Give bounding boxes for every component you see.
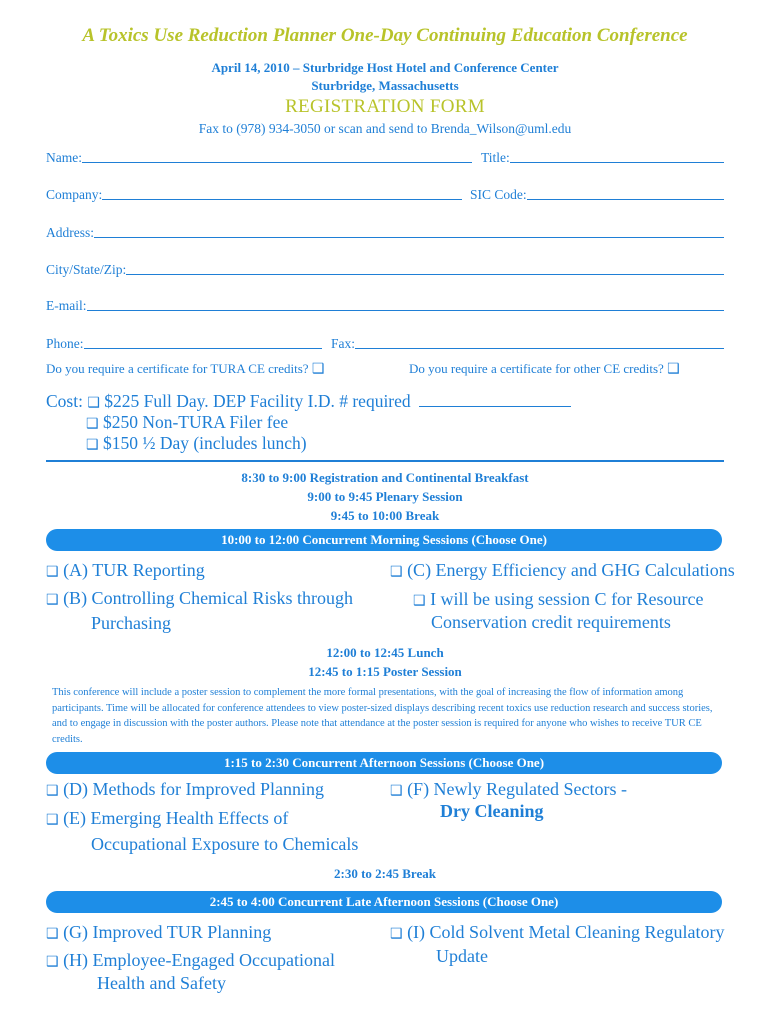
- session-c-credit-checkbox[interactable]: ❑: [413, 594, 426, 609]
- cost-half-day-label: $150 ½ Day (includes lunch): [102, 433, 307, 453]
- company-line: [102, 198, 462, 200]
- name-label: Name:: [46, 150, 82, 165]
- phone-label: Phone:: [46, 336, 84, 351]
- cost-full-day-checkbox[interactable]: ❑: [87, 396, 100, 411]
- city-state-zip-field[interactable]: [46, 262, 724, 278]
- cost-non-tura-checkbox[interactable]: ❑: [86, 417, 99, 432]
- session-h-option[interactable]: [46, 950, 335, 971]
- cost-half-day-checkbox[interactable]: ❑: [86, 438, 99, 453]
- fax-line: [355, 347, 724, 349]
- city-line: Sturbridge, Massachusetts: [311, 78, 459, 93]
- session-c-option[interactable]: [390, 560, 735, 581]
- conference-title: A Toxics Use Reduction Planner One-Day Continuing Education Conference: [82, 25, 688, 46]
- session-i-label: (I) Cold Solvent Metal Cleaning Regulatory: [407, 922, 725, 942]
- title-label: Title:: [481, 150, 510, 165]
- session-b-option[interactable]: [46, 588, 353, 609]
- name-line: [82, 161, 472, 163]
- session-e-label: (E) Emerging Health Effects of: [63, 808, 289, 828]
- fax-instructions: Fax to (978) 934-3050 or scan and send to Brenda_Wilson@uml.edu: [198, 121, 572, 136]
- session-h-label: (H) Employee-Engaged Occupational: [63, 950, 335, 970]
- session-g-option[interactable]: [46, 922, 271, 943]
- email-line: [87, 309, 725, 311]
- company-label: Company:: [46, 187, 103, 202]
- session-h-label-cont: Health and Safety: [97, 973, 226, 993]
- session-f-checkbox[interactable]: ❑: [390, 784, 403, 799]
- tura-ce-question: [46, 361, 324, 378]
- name-field[interactable]: [46, 150, 472, 166]
- session-e-option[interactable]: [46, 808, 288, 829]
- company-field[interactable]: [46, 187, 462, 203]
- schedule-plenary: 9:00 to 9:45 Plenary Session: [307, 489, 463, 504]
- afternoon-sessions-bar: 1:15 to 2:30 Concurrent Afternoon Sessions (Choose One): [46, 752, 722, 774]
- tura-ce-checkbox[interactable]: ❑: [311, 362, 325, 377]
- schedule-break: 9:45 to 10:00 Break: [330, 508, 440, 523]
- session-d-checkbox[interactable]: ❑: [46, 784, 59, 799]
- cost-non-tura: [86, 412, 288, 433]
- facility-id-line[interactable]: [419, 406, 571, 407]
- email-label: E-mail:: [46, 298, 87, 313]
- sic-code-field[interactable]: [470, 187, 724, 203]
- session-c-label: (C) Energy Efficiency and GHG Calculations: [407, 560, 735, 580]
- session-g-checkbox[interactable]: ❑: [46, 927, 59, 942]
- city-state-zip-line: [126, 273, 724, 275]
- session-a-label: (A) TUR Reporting: [63, 560, 205, 580]
- session-g-label: (G) Improved TUR Planning: [63, 922, 272, 942]
- session-f-label-cont: Dry Cleaning: [440, 801, 544, 821]
- other-ce-checkbox[interactable]: ❑: [667, 362, 680, 377]
- session-i-option[interactable]: [390, 922, 725, 943]
- schedule-poster: 12:45 to 1:15 Poster Session: [308, 664, 462, 679]
- cost-label: Cost:: [46, 391, 83, 411]
- phone-line: [84, 347, 322, 349]
- session-c-credit-label-cont: Conservation credit requirements: [431, 612, 671, 632]
- cost-full-day: [46, 391, 571, 412]
- session-f-label: (F) Newly Regulated Sectors -: [407, 779, 628, 799]
- city-state-zip-label: City/State/Zip:: [46, 262, 127, 277]
- session-a-option[interactable]: [46, 560, 205, 581]
- session-c-checkbox[interactable]: ❑: [390, 565, 403, 580]
- session-h-checkbox[interactable]: ❑: [46, 955, 59, 970]
- sic-code-line: [527, 198, 724, 200]
- schedule-registration: 8:30 to 9:00 Registration and Continental Breakfast: [241, 470, 529, 485]
- other-ce-label: Do you require a certificate for other CE credits?: [409, 361, 664, 376]
- session-i-label-cont: Update: [436, 946, 488, 966]
- email-field[interactable]: [46, 298, 724, 314]
- title-field[interactable]: [481, 150, 724, 166]
- session-e-label-cont: Occupational Exposure to Chemicals: [91, 834, 359, 854]
- session-i-checkbox[interactable]: ❑: [390, 927, 403, 942]
- session-a-checkbox[interactable]: ❑: [46, 565, 59, 580]
- phone-field[interactable]: [46, 336, 322, 352]
- other-ce-question: [409, 361, 680, 378]
- session-b-checkbox[interactable]: ❑: [46, 593, 59, 608]
- schedule-lunch: 12:00 to 12:45 Lunch: [326, 645, 444, 660]
- poster-session-note: This conference will include a poster session to complement the more formal presentations, with the goal of increasing the flow of information among participants. Time will be allocated for conference attendees to view poster-sized displays describing recent toxics use reduction research and success stories, and to engage in discussion with the poster authors. Please note that attendance at the poster session is required for anyone who wishes to receive TUR CE credits.: [52, 687, 713, 745]
- session-b-label-cont: Purchasing: [91, 613, 171, 633]
- session-c-credit-option[interactable]: [413, 589, 704, 610]
- title-line: [510, 161, 724, 163]
- late-sessions-bar: 2:45 to 4:00 Concurrent Late Afternoon Sessions (Choose One): [46, 891, 722, 913]
- address-line: [94, 236, 724, 238]
- fax-label: Fax:: [331, 336, 356, 351]
- session-e-checkbox[interactable]: ❑: [46, 813, 59, 828]
- sic-code-label: SIC Code:: [470, 187, 527, 202]
- session-f-option[interactable]: [390, 779, 627, 800]
- morning-sessions-bar: 10:00 to 12:00 Concurrent Morning Sessions (Choose One): [46, 529, 722, 551]
- cost-half-day: [86, 433, 307, 454]
- address-label: Address:: [46, 225, 94, 240]
- form-title: REGISTRATION FORM: [285, 96, 485, 117]
- schedule-afternoon-break: 2:30 to 2:45 Break: [334, 866, 436, 881]
- fax-field[interactable]: [331, 336, 724, 352]
- section-divider: [46, 460, 724, 462]
- session-d-label: (D) Methods for Improved Planning: [63, 779, 325, 799]
- session-c-credit-label: I will be using session C for Resource: [430, 589, 704, 609]
- tura-ce-label: Do you require a certificate for TURA CE credits?: [46, 361, 309, 376]
- cost-non-tura-label: $250 Non-TURA Filer fee: [102, 412, 289, 432]
- cost-full-day-label: $225 Full Day. DEP Facility I.D. # required: [104, 391, 411, 411]
- address-field[interactable]: [46, 225, 724, 241]
- date-location-line: April 14, 2010 – Sturbridge Host Hotel and Conference Center: [211, 60, 559, 75]
- session-d-option[interactable]: [46, 779, 324, 800]
- session-b-label: (B) Controlling Chemical Risks through: [63, 588, 354, 608]
